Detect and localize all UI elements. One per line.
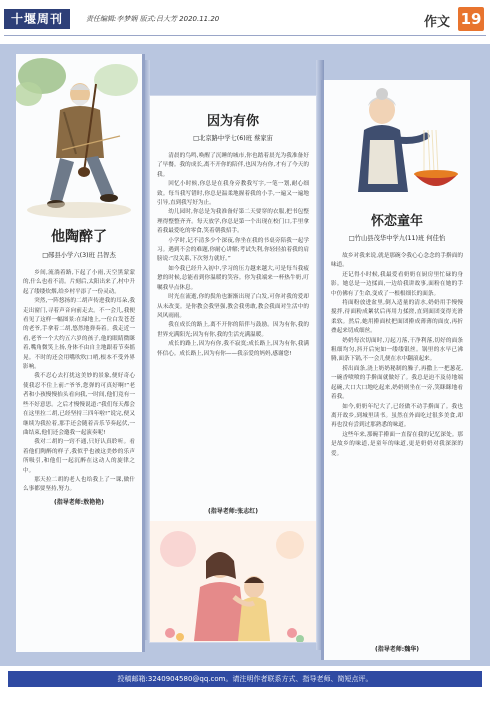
paragraph: 我对二胡的一窍不通,只好认真聆听。看着他们陶醉的样子,我似乎也被这美妙的乐声所吸引,和他们一起沉醉在这动人的旋律之中。: [23, 439, 135, 474]
article-body: [150, 152, 316, 504]
teacher-credit: (指导老师:张志红): [208, 508, 258, 515]
paragraph: 那天拉二胡的老人也给我上了一课,做什么事都要坚持,努力。: [23, 476, 135, 493]
grandma-noodle-illustration: [324, 80, 470, 204]
article-middle-panel: [150, 96, 316, 642]
article-byline: □郧县小学六(3)班 吕智杰: [42, 252, 116, 259]
paragraph: 如今,奶奶年纪大了,已经做不动手擀面了。我也离开故乡,到城里读书。虽然在外面吃过很多美食,却再也没有尝到过那熟悉的味道。: [331, 403, 463, 429]
article-right-panel: [324, 80, 470, 660]
page-header: [0, 0, 490, 38]
paragraph: 奶奶每次切面时,刀起刀落,干净利落,切好的面条粗细均匀,抖开后宛如一缕缕银丝。锅里的水早已沸腾,面条下锅,不一会儿便在水中翻滚起来。: [331, 337, 463, 363]
section-title: 作文: [423, 15, 450, 30]
paragraph: 这些年来,那碗手擀面一直留在我的记忆深处。那是故乡的味道,是童年的味道,更是奶奶对我深深的爱。: [331, 431, 463, 457]
article-left-panel: [16, 54, 142, 652]
article-title: 怀恋童年: [370, 214, 423, 229]
paragraph: 时光在流逝,你的鬓角也渐渐出现了白发,可你对我的爱却从未改变。是你教会我坚强,教会我勇敢,教会我面对生活中的风风雨雨。: [157, 294, 309, 319]
mother-child-illustration: [150, 521, 316, 642]
article-body: [324, 252, 470, 642]
article-byline: □北京路中学七(6)班 蔡家宙: [193, 135, 273, 142]
article-byline: □竹山县茂华中学九(11)班 何佳怡: [348, 235, 446, 242]
teacher-credit: (指导老师:魏华): [375, 646, 419, 653]
editor-credits: 责任编辑:李梦娴 版式:吕大芳 2020.11.20: [86, 15, 220, 23]
article-title: 他陶醉了: [51, 229, 107, 245]
paragraph: 回忆小时候,你总是在我身旁教我写字,一笔一划,耐心细致。每当我写错时,你总是温柔地握着我的小手,一遍又一遍地引导,直到我写好为止。: [157, 181, 309, 207]
article-title: 因为有你: [206, 114, 259, 129]
erhu-player-illustration: [16, 54, 142, 222]
teacher-credit: (指导老师:敖艳艳): [54, 498, 104, 506]
paragraph: 我在成长的路上,离不开你的陪伴与鼓励。因为有你,我的世界充满阳光;因为有你,我的生活充满温暖。: [157, 322, 309, 338]
paragraph: 乡间,流淌着路,下起了小雨,天空黑蒙蒙的,什么也看不清。片刻后,太阳出来了,村中升起了缕缕炊烟,给乡村平添了一份灵动。: [23, 270, 135, 295]
paragraph: 捞出面条,浇上奶奶秘制的臊子,再撒上一把葱花,一碗香喷喷的手擀面就做好了。我总是迫不及待地端起碗,大口大口地吃起来,奶奶则坐在一旁,笑眯眯地看着我。: [331, 365, 463, 401]
paragraph: 还记得小时候,我最爱看奶奶在厨房里忙碌的身影。她总是一边揉面,一边给我讲故事,面粉在她的手中仿佛有了生命,变成了一根根细长的面条。: [331, 271, 463, 297]
article-body: [16, 269, 142, 495]
paragraph: 如今我已经升入初中,学习的压力越来越大,可是每当我疲惫的时候,总能看到你温暖的笑容。你为我端来一杯热牛奶,叮嘱我早点休息。: [157, 265, 309, 291]
submission-info-bar: 投稿邮箱:3240904580@qq.com。请注明作者联系方式、指导老师、简短点评。: [8, 671, 482, 687]
fold-shadow-left: [142, 60, 150, 640]
newspaper-logo: 十堰周刊: [4, 9, 70, 29]
header-rule: [4, 35, 486, 36]
paragraph: 将面粉放进盆里,倒入适量的清水,奶奶用手慢慢搅拌,待面粉成絮状后再用力揉搓,直到面团变得光滑柔软。然后,她用擀面杖把面团擀成薄薄的面皮,再折叠起来切成细丝。: [331, 300, 463, 335]
page-footer: [0, 666, 490, 703]
paragraph: 成长的路上,因为有你,我不寂寞;成长路上,因为有你,我满怀信心。成长路上,因为有你——我亲爱的妈妈,感谢您!: [157, 341, 309, 357]
fold-shadow-right: [316, 60, 324, 650]
paragraph: 幼儿园时,你总是为我准备好第二天要穿的衣服,把书包整理得整整齐齐。每天放学,你总是第一个出现在校门口,手里拿着我最爱吃的零食,笑着朝我招手。: [157, 209, 309, 235]
paragraph: 突然,一阵悠扬的二胡声传进我的耳朵,我走出窗门,寻着声音向前走去。不一会儿,我便看见了这样一幅图景:在绿地上,一位白发苍苍的老爷,手拿着二胡,悠然地弹奏着。我走近一看,老爷一个大约五六岁的孩子,他的眼睛微眯着,嘴角微笑上扬,身体不由自主地跟着节奏摇晃。不时的还会用嘴吹吹口哨,根本不受外界影响。: [23, 298, 135, 371]
paragraph: 小学时,记不清多少个深夜,你坐在我的书桌旁陪我一起学习。遇到不会的难题,你耐心讲解;考试失利,你轻轻拍着我的肩膀说:“没关系,下次努力就好。”: [157, 237, 309, 263]
paragraph: 我不忍心去打扰这美妙的景象,便好奇心使我忍不住上前:“爷爷,您弹的可真好啊!”老者和小孩慢慢抬头看向我,一时间,他们竟有一些不好意思。之后才慢慢说道:“我们每天都会在这里拉二胡,已经坚持三四年啦!”说完,便又继续为我拉着,那手还会随着音乐节奏起伏,一曲结束,他们还会邀我一起演奏呢!: [23, 373, 135, 436]
page-number-badge: 19: [458, 7, 484, 31]
paragraph: 故乡对我来说,就是那碗令我心心念念的手擀面的味道。: [331, 253, 463, 269]
paragraph: 清晨的鸟鸣,唤醒了沉睡的城市,你也踏着晨光为我准备好了早餐。我的成长,离不开你的陪伴,也因为有你,才有了今天的我。: [157, 153, 309, 178]
